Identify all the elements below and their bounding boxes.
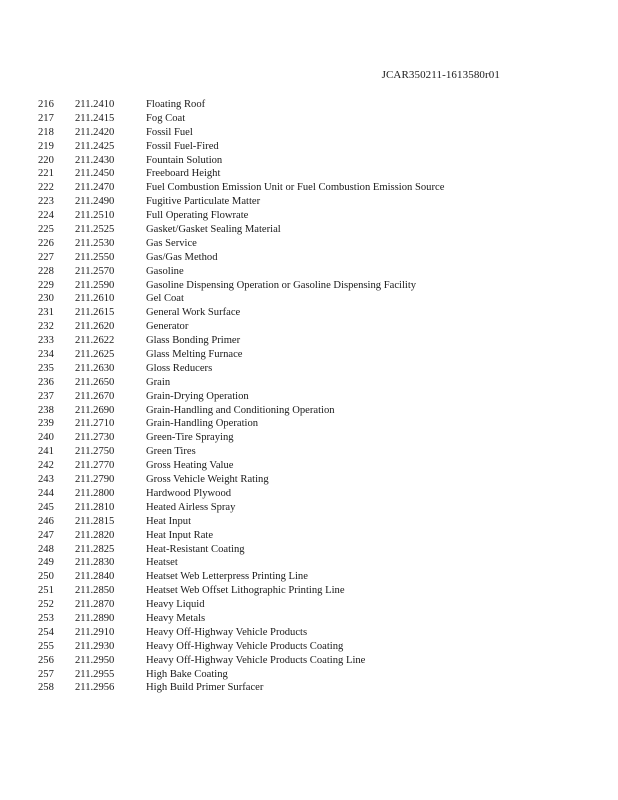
entry-section: 211.2570 xyxy=(75,265,115,277)
entry-number: 246 xyxy=(38,515,54,527)
entry-term: Gasket/Gasket Sealing Material xyxy=(146,224,281,236)
list-item xyxy=(0,654,618,668)
entry-number: 229 xyxy=(38,279,54,291)
entry-term: Grain-Handling and Conditioning Operation xyxy=(146,404,335,416)
list-item xyxy=(0,612,618,626)
entry-number: 226 xyxy=(38,237,54,249)
list-item xyxy=(0,195,618,209)
list-item xyxy=(0,251,618,265)
entry-section: 211.2930 xyxy=(75,640,115,652)
list-item xyxy=(0,417,618,431)
entry-number: 221 xyxy=(38,168,54,180)
entry-number: 243 xyxy=(38,474,54,486)
list-item xyxy=(0,556,618,570)
list-item xyxy=(0,154,618,168)
entry-section: 211.2625 xyxy=(75,349,115,361)
list-item xyxy=(0,584,618,598)
list-item xyxy=(0,515,618,529)
entry-term: Heavy Metals xyxy=(146,612,206,624)
list-item xyxy=(0,265,618,279)
entry-section: 211.2790 xyxy=(75,474,115,486)
entry-term: Heated Airless Spray xyxy=(146,501,236,513)
entry-term: High Build Primer Surfacer xyxy=(146,682,264,694)
entry-term: Gloss Reducers xyxy=(146,362,213,374)
entry-number: 222 xyxy=(38,182,54,194)
entry-term: Fossil Fuel xyxy=(146,126,193,138)
entry-section: 211.2620 xyxy=(75,321,115,333)
entry-term: Hardwood Plywood xyxy=(146,487,232,499)
list-item xyxy=(0,126,618,140)
entry-term: Fuel Combustion Emission Unit or Fuel Combustion Emission Source xyxy=(146,182,445,194)
entry-term: Heavy Off-Highway Vehicle Products Coating Line xyxy=(146,654,366,666)
entry-number: 244 xyxy=(38,487,54,499)
entry-section: 211.2850 xyxy=(75,585,115,597)
entry-number: 241 xyxy=(38,446,54,458)
list-item xyxy=(0,445,618,459)
entry-number: 217 xyxy=(38,112,54,124)
entry-number: 220 xyxy=(38,154,54,166)
entry-term: Gross Heating Value xyxy=(146,460,234,472)
entry-section: 211.2815 xyxy=(75,515,115,527)
entry-section: 211.2450 xyxy=(75,168,115,180)
entry-term: Green Tires xyxy=(146,446,196,458)
list-item xyxy=(0,473,618,487)
entry-number: 224 xyxy=(38,210,54,222)
entry-term: Freeboard Height xyxy=(146,168,221,180)
entry-term: High Bake Coating xyxy=(146,668,228,680)
entry-number: 233 xyxy=(38,335,54,347)
entry-number: 254 xyxy=(38,626,54,638)
list-item xyxy=(0,112,618,126)
list-item xyxy=(0,98,618,112)
entry-section: 211.2425 xyxy=(75,140,115,152)
entry-number: 257 xyxy=(38,668,54,680)
entry-section: 211.2490 xyxy=(75,196,115,208)
list-item xyxy=(0,362,618,376)
entry-term: Floating Roof xyxy=(146,99,206,110)
list-item xyxy=(0,279,618,293)
entry-number: 232 xyxy=(38,321,54,333)
entry-section: 211.2956 xyxy=(75,682,115,694)
entry-number: 255 xyxy=(38,640,54,652)
entry-section: 211.2470 xyxy=(75,182,115,194)
list-item xyxy=(0,459,618,473)
entry-number: 251 xyxy=(38,585,54,597)
document-id: JCAR350211-1613580r01 xyxy=(381,69,500,81)
entry-number: 249 xyxy=(38,557,54,569)
entry-section: 211.2590 xyxy=(75,279,115,291)
list-item xyxy=(0,404,618,418)
entry-term: Fugitive Particulate Matter xyxy=(146,196,261,208)
entry-section: 211.2415 xyxy=(75,112,115,124)
entry-section: 211.2690 xyxy=(75,404,115,416)
entry-section: 211.2870 xyxy=(75,599,115,611)
list-item xyxy=(0,140,618,154)
entry-section: 211.2615 xyxy=(75,307,115,319)
entry-term: Green-Tire Spraying xyxy=(146,432,234,444)
entry-section: 211.2710 xyxy=(75,418,115,430)
entry-number: 247 xyxy=(38,529,54,541)
entry-section: 211.2830 xyxy=(75,557,115,569)
list-item xyxy=(0,431,618,445)
entry-term: Heatset Web Offset Lithographic Printing Line xyxy=(146,585,345,597)
entry-section: 211.2730 xyxy=(75,432,115,444)
entry-term: General Work Surface xyxy=(146,307,241,319)
entry-section: 211.2820 xyxy=(75,529,115,541)
entry-term: Gross Vehicle Weight Rating xyxy=(146,474,269,486)
entry-section: 211.2650 xyxy=(75,376,115,388)
entry-term: Heatset xyxy=(146,557,178,569)
entry-term: Fog Coat xyxy=(146,112,186,124)
entry-section: 211.2610 xyxy=(75,293,115,305)
entry-section: 211.2430 xyxy=(75,154,115,166)
entry-term: Gel Coat xyxy=(146,293,184,305)
list-item xyxy=(0,390,618,404)
entry-term: Gas Service xyxy=(146,237,197,249)
entry-number: 242 xyxy=(38,460,54,472)
entry-section: 211.2530 xyxy=(75,237,115,249)
entry-number: 258 xyxy=(38,682,54,694)
entry-section: 211.2550 xyxy=(75,251,115,263)
list-item xyxy=(0,348,618,362)
list-item xyxy=(0,376,618,390)
entry-term: Heavy Off-Highway Vehicle Products Coating xyxy=(146,640,344,652)
entry-term: Heat Input xyxy=(146,515,192,527)
entry-section: 211.2622 xyxy=(75,335,115,347)
list-item xyxy=(0,306,618,320)
list-item xyxy=(0,570,618,584)
entry-term: Gasoline Dispensing Operation or Gasoline Dispensing Facility xyxy=(146,279,417,291)
entry-term: Fossil Fuel-Fired xyxy=(146,140,219,152)
entry-section: 211.2420 xyxy=(75,126,115,138)
entry-number: 216 xyxy=(38,99,54,110)
entry-term: Grain-Handling Operation xyxy=(146,418,259,430)
list-item xyxy=(0,681,618,695)
entry-number: 256 xyxy=(38,654,54,666)
list-item xyxy=(0,668,618,682)
entry-term: Generator xyxy=(146,321,189,333)
entry-number: 238 xyxy=(38,404,54,416)
entry-term: Grain-Drying Operation xyxy=(146,390,249,402)
entry-number: 227 xyxy=(38,251,54,263)
list-item xyxy=(0,209,618,223)
entry-number: 218 xyxy=(38,126,54,138)
list-item xyxy=(0,292,618,306)
entry-number: 245 xyxy=(38,501,54,513)
entry-term: Heavy Liquid xyxy=(146,599,205,611)
list-item xyxy=(0,181,618,195)
entry-number: 228 xyxy=(38,265,54,277)
entry-number: 250 xyxy=(38,571,54,583)
entry-number: 219 xyxy=(38,140,54,152)
entry-term: Gasoline xyxy=(146,265,184,277)
entry-number: 235 xyxy=(38,362,54,374)
entry-section: 211.2955 xyxy=(75,668,115,680)
list-item xyxy=(0,223,618,237)
definitions-list xyxy=(0,98,618,695)
list-item xyxy=(0,529,618,543)
entry-number: 230 xyxy=(38,293,54,305)
list-item xyxy=(0,334,618,348)
entry-number: 252 xyxy=(38,599,54,611)
list-item xyxy=(0,501,618,515)
entry-section: 211.2510 xyxy=(75,210,115,222)
entry-section: 211.2750 xyxy=(75,446,115,458)
entry-number: 223 xyxy=(38,196,54,208)
entry-number: 231 xyxy=(38,307,54,319)
list-item xyxy=(0,640,618,654)
entry-section: 211.2950 xyxy=(75,654,115,666)
entry-term: Heat Input Rate xyxy=(146,529,214,541)
list-item xyxy=(0,543,618,557)
list-item xyxy=(0,598,618,612)
entry-term: Glass Melting Furnace xyxy=(146,349,243,361)
entry-section: 211.2770 xyxy=(75,460,115,472)
entry-number: 237 xyxy=(38,390,54,402)
entry-term: Grain xyxy=(146,376,171,388)
entry-section: 211.2810 xyxy=(75,501,115,513)
entry-term: Gas/Gas Method xyxy=(146,251,218,263)
entry-section: 211.2840 xyxy=(75,571,115,583)
entry-term: Heavy Off-Highway Vehicle Products xyxy=(146,626,308,638)
list-item xyxy=(0,167,618,181)
entry-term: Full Operating Flowrate xyxy=(146,210,249,222)
entry-number: 236 xyxy=(38,376,54,388)
entry-section: 211.2525 xyxy=(75,224,115,236)
entry-number: 239 xyxy=(38,418,54,430)
entry-number: 240 xyxy=(38,432,54,444)
list-item xyxy=(0,487,618,501)
entry-term: Heatset Web Letterpress Printing Line xyxy=(146,571,308,583)
entry-number: 248 xyxy=(38,543,54,555)
list-item xyxy=(0,320,618,334)
entry-section: 211.2910 xyxy=(75,626,115,638)
entry-number: 234 xyxy=(38,349,54,361)
entry-term: Glass Bonding Primer xyxy=(146,335,241,347)
entry-term: Fountain Solution xyxy=(146,154,223,166)
entry-section: 211.2800 xyxy=(75,487,115,499)
entry-section: 211.2825 xyxy=(75,543,115,555)
list-item xyxy=(0,237,618,251)
entry-section: 211.2890 xyxy=(75,612,115,624)
entry-section: 211.2670 xyxy=(75,390,115,402)
list-item xyxy=(0,626,618,640)
entry-number: 253 xyxy=(38,612,54,624)
entry-section: 211.2630 xyxy=(75,362,115,374)
entry-section: 211.2410 xyxy=(75,99,115,110)
entry-number: 225 xyxy=(38,224,54,236)
entry-term: Heat-Resistant Coating xyxy=(146,543,245,555)
